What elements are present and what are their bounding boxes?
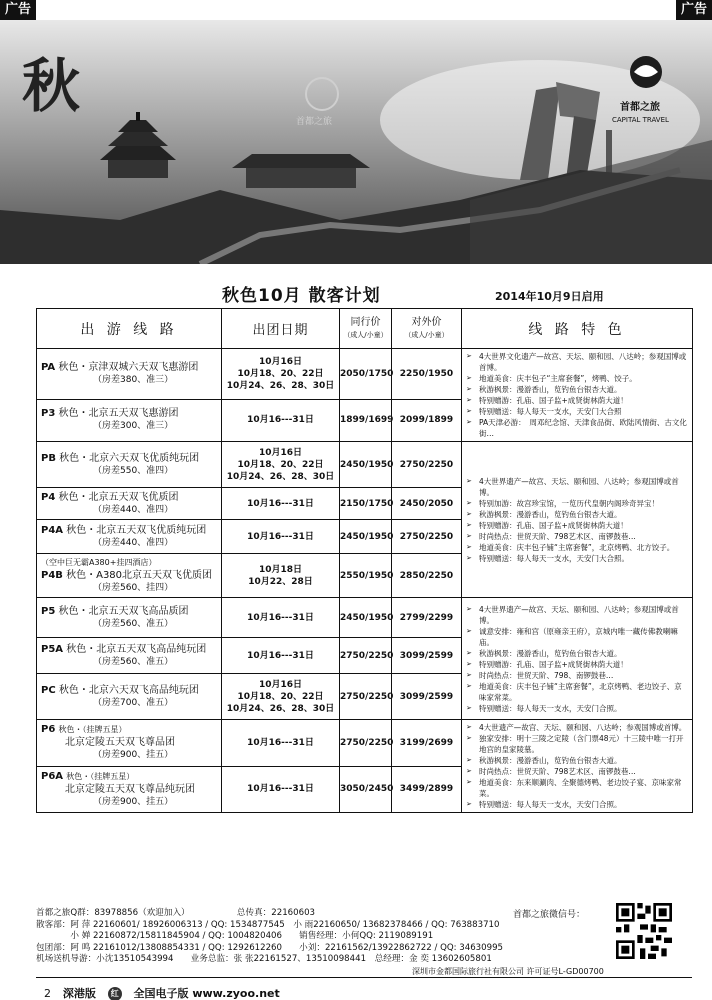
feature-item: ➢ 特别赠送：每人每天一支水，天安门合照。: [465, 799, 689, 810]
contact-footer: [36, 908, 596, 966]
feature-item: ➢ 特别赠送：每人每天一支水，天安门大合照。: [465, 553, 689, 564]
feature-item: ➢ 秋游枫景：漫游香山，览钓鱼台银杏大道。: [465, 755, 689, 766]
route-name: P5 秋色・北京五天双飞高品质团 （房差560、准五）: [37, 598, 222, 638]
page-number: 2: [44, 987, 51, 1000]
route-features: [462, 442, 693, 598]
feature-item: ➢ 特别赠游：孔庙、国子监+成贤街林荫大道！: [465, 395, 689, 406]
depart-date: 10月18、20、22日: [237, 368, 324, 379]
depart-date: 10月16日: [258, 447, 303, 458]
feature-item: ➢ 4大世界文化遗产—故宫、天坛、颐和园、八达岭；参观国博或首博。: [465, 351, 689, 373]
edition-name: 深港版: [62, 987, 96, 1000]
page-title: 秋色10月 散客计划: [222, 286, 381, 306]
depart-date: 10月16---31日: [247, 737, 314, 748]
forbidden-city-icon: [232, 154, 370, 188]
route-name: PA 秋色・京津双城六天双飞惠游团 （房差380、准三）: [37, 349, 222, 400]
peer-price: 2750/2250: [340, 720, 392, 767]
brand-cn: 首都之旅: [620, 102, 660, 113]
peer-price: 3050/2450: [340, 766, 392, 813]
depart-dates: [222, 520, 340, 554]
feature-item: ➢ 秋游枫景：漫游香山，览钓鱼台银杏大道。: [465, 384, 689, 395]
feature-item: ➢ 秋游枫景：漫游香山，览钓鱼台银杏大道。: [465, 509, 689, 520]
footer-line: 包团部：阿 鸣 22161012/13808854331 / QQ: 1292612260 小刘：22161562/13922862722 / QQ: 34630995: [36, 942, 504, 953]
peer-price: 1899/1699: [340, 399, 392, 441]
footer-line: 小 婵 22160872/15811845904 / QQ: 1004820406 销售经理：小何QQ: 2119089191: [36, 931, 434, 941]
feature-item: ➢ 特别赠游：孔庙、国子监+成贤街林荫大道！: [465, 659, 689, 670]
table-row: [37, 442, 693, 488]
route-name: P6 秋色・（挂牌五星） 北京定陵五天双飞尊品团 （房差900、挂五）: [37, 720, 222, 767]
table-row: [37, 349, 693, 400]
feature-item: ➢ 特别赠送：每人每天一支水，天安门大合照: [465, 406, 689, 417]
route-features: [462, 349, 693, 442]
peer-price: 2750/2250: [340, 674, 392, 720]
feature-item: ➢ 4大世界遗产—故宫、天坛、颐和园、八达岭；参观国博或首博。: [465, 476, 689, 498]
ad-label-right: 广告: [676, 0, 712, 20]
retail-price: 2750/2250: [392, 442, 462, 488]
route-table: [36, 308, 693, 813]
route-name: P6A 秋色・（挂牌五星） 北京定陵五天双飞尊品纯玩团 （房差900、挂五）: [37, 766, 222, 813]
depart-date: 10月18、20、22日: [237, 691, 324, 702]
depart-date: 10月18日: [258, 564, 303, 575]
peer-price: 2450/1950: [340, 442, 392, 488]
footer-line: 机场送机导游：小沈13510543994 业务总监：张 张22161527、13510098441 总经理：金 奕 13602605801: [36, 954, 492, 964]
depart-date: 10月16---31日: [247, 650, 314, 661]
depart-dates: [222, 638, 340, 674]
depart-date: 10月16---31日: [247, 415, 314, 426]
depart-date: 10月16---31日: [247, 612, 314, 623]
route-name: P4A 秋色・北京五天双飞优质纯玩团 （房差440、准四）: [37, 520, 222, 554]
depart-date: 10月24、26、28、30日: [226, 703, 335, 714]
depart-dates: [222, 442, 340, 488]
route-features: [462, 598, 693, 720]
retail-price: 2750/2250: [392, 520, 462, 554]
depart-date: 10月16---31日: [247, 498, 314, 509]
route-name: PB 秋色・北京六天双飞优质纯玩团 （房差550、准四）: [37, 442, 222, 488]
depart-date: 10月18、20、22日: [237, 459, 324, 470]
banner-collage: [0, 20, 712, 264]
depart-date: 10月24、26、28、30日: [226, 380, 335, 391]
route-name: P5A 秋色・北京五天双飞高品纯玩团 （房差560、准五）: [37, 638, 222, 674]
qr-code-icon: [616, 903, 672, 959]
feature-item: ➢ 地道美食：庆丰包子铺“主席套餐”，北京烤鸭、北方饺子。: [465, 542, 689, 553]
retail-price: 2799/2299: [392, 598, 462, 638]
depart-dates: [222, 488, 340, 520]
feature-item: ➢ 时尚热点：世贸天阶、798艺术区、南锣鼓巷…: [465, 766, 689, 777]
header-retail-price: 对外价 （成人/小童）: [392, 309, 462, 349]
header-dates: 出团日期: [222, 309, 340, 349]
depart-dates: [222, 399, 340, 441]
feature-item: ➢ 4大世界遗产—故宫、天坛、颐和园、八达岭；参观国博或首博。: [465, 604, 689, 626]
route-features: [462, 720, 693, 813]
peer-price: 2450/1950: [340, 598, 392, 638]
peer-price: 2150/1750: [340, 488, 392, 520]
table-row: [37, 598, 693, 638]
feature-item: ➢ 地道美食：庆丰包子铺“主席套餐”，北京烤鸭、老边饺子、京味家常菜。: [465, 681, 689, 703]
route-name: P4 秋色・北京五天双飞优质团 （房差440、准四）: [37, 488, 222, 520]
retail-price: 2850/2250: [392, 554, 462, 598]
retail-price: 3099/2599: [392, 674, 462, 720]
peer-price: 2750/2250: [340, 638, 392, 674]
peer-price: 2550/1950: [340, 554, 392, 598]
site-url[interactable]: 全国电子版 www.zyoo.net: [133, 987, 280, 1000]
feature-item: ➢ 秋游枫景：漫游香山，览钓鱼台银杏大道。: [465, 648, 689, 659]
peer-price: 2050/1750: [340, 349, 392, 400]
feature-item: ➢ 4大世遗产—故宫、天坛、颐和园、八达岭；参观国博或首博。: [465, 722, 689, 733]
depart-dates: [222, 349, 340, 400]
retail-price: 2250/1950: [392, 349, 462, 400]
footer-line: 首都之旅Q群：83978856（欢迎加入） 总传真：22160603: [36, 908, 316, 918]
depart-dates: [222, 766, 340, 813]
header-route: 出 游 线 路: [37, 309, 222, 349]
depart-date: 10月16日: [258, 356, 303, 367]
route-name: P3 秋色・北京五天双飞惠游团 （房差300、准三）: [37, 399, 222, 441]
footer-line: 散客部：阿 萍 22160601/ 18926006313 / QQ: 1534877545 小 雨22160650/ 13682378466 / QQ: 763883710: [36, 919, 500, 930]
brand-en: CAPITAL TRAVEL: [612, 116, 669, 124]
retail-price: 2450/2050: [392, 488, 462, 520]
feature-item: ➢ 诚意安排：雍和宫（原雍亲王府），京城内唯一藏传佛教喇嘛庙。: [465, 626, 689, 648]
depart-date: 10月22、28日: [248, 576, 313, 587]
table-row: [37, 720, 693, 767]
autumn-char: 秋: [22, 52, 81, 120]
header-features: 线 路 特 色: [462, 309, 693, 349]
watermark: 首都之旅: [296, 117, 333, 127]
site-logo-icon: 红: [108, 987, 122, 1000]
retail-price: 3499/2899: [392, 766, 462, 813]
depart-dates: [222, 554, 340, 598]
effective-date: 2014年10月9日启用: [495, 290, 604, 303]
depart-dates: [222, 674, 340, 720]
peer-price: 2450/1950: [340, 520, 392, 554]
feature-item: ➢ 地道美食：庆丰包子“主席套餐”，烤鸭、饺子。: [465, 373, 689, 384]
retail-price: 3099/2599: [392, 638, 462, 674]
license-text: 深圳市金都国际旅行社有限公司 许可证号L-GD00700: [412, 967, 604, 976]
header-peer-price: 同行价 （成人/小童）: [340, 309, 392, 349]
feature-item: ➢ PA天津必游： 周邓纪念馆、天津食品街、欧陆风情街、古文化街…: [465, 417, 689, 439]
page-bar: [44, 985, 288, 1000]
depart-date: 10月16---31日: [247, 531, 314, 542]
retail-price: 3199/2699: [392, 720, 462, 767]
feature-item: ➢ 时尚热点：世贸天阶、798艺术区、南锣鼓巷…: [465, 531, 689, 542]
depart-date: 10月24、26、28、30日: [226, 471, 335, 482]
route-name: （空中巨无霸A380+挂四酒店） P4B 秋色・A380北京五天双飞优质团 （房差560、挂四）: [37, 554, 222, 598]
route-name: PC 秋色・北京六天双飞高品纯玩团 （房差700、准五）: [37, 674, 222, 720]
feature-item: ➢ 独家安排：明十三陵之定陵（含门票48元）十三陵中唯一打开地宫的皇家陵墓。: [465, 733, 689, 755]
retail-price: 2099/1899: [392, 399, 462, 441]
table-header: [37, 309, 693, 349]
wechat-label: 首都之旅微信号：: [513, 910, 586, 920]
feature-item: ➢ 特别加游：故宫珍宝馆，一览历代皇朝内阁珍奇异宝！: [465, 498, 689, 509]
depart-date: 10月16---31日: [247, 784, 314, 795]
feature-item: ➢ 地道美食：东来顺涮肉、全聚德烤鸭、老边饺子宴、京味家常菜。: [465, 777, 689, 799]
feature-item: ➢ 特别赠游：孔庙、国子监+成贤街林荫大道！: [465, 520, 689, 531]
feature-item: ➢ 时尚热点：世贸天阶、798、南锣鼓巷…: [465, 670, 689, 681]
depart-dates: [222, 598, 340, 638]
depart-date: 10月16日: [258, 679, 303, 690]
ad-label-left: 广告: [0, 0, 36, 20]
divider: [36, 977, 692, 978]
feature-item: ➢ 特别赠送：每人每天一支水，天安门合照。: [465, 703, 689, 714]
depart-dates: [222, 720, 340, 767]
